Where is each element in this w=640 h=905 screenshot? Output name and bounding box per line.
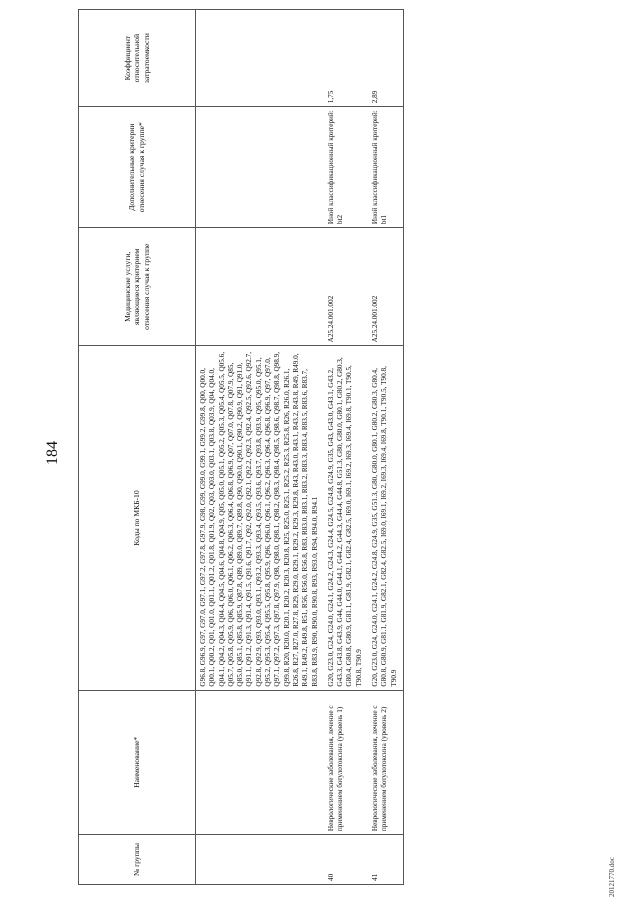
table-header-row (79, 10, 196, 885)
header-coefficient: Коэффициент относительной затратоемкости (79, 10, 196, 107)
cell-services: A25.24.001.002 (324, 228, 368, 346)
cell-group-no (196, 835, 324, 885)
cell-group-no: 40 (324, 835, 368, 885)
tariff-table (78, 9, 404, 885)
cell-icd-codes: G20, G23.0, G24, G24.0, G24.1, G24.2, G24.3, G24.4, G24.5, G24.8, G24.9, G35, G43, G43.0, G43.1, G43.2, G43.3, G43.8, G43.9, G44, G44.0, G44.1, G44.2, G44.3, G44.4, G44.8, G51.3, G80, G80.0, G80.1, G80.2, G80.3, G80.4, G80.8, G80.9, G81.1, G81.9, G82.1, G82.4, G82.5, I69.0, I69.1, I69.2, I69.3, I69.4, I69.8, T90.1, T90.5, T90.8, T90.9 (324, 346, 368, 690)
cell-services (196, 228, 324, 346)
page-number: 184 (44, 441, 61, 465)
cell-icd-codes: G20, G23.0, G24, G24.0, G24.1, G24.2, G24.8, G24.9, G35, G51.3, G80, G80.0, G80.1, G80.2, G80.3, G80.4, G80.8, G80.9, G81.1, G81.9, G82.1, G82.4, G82.5, I69.0, I69.1, I69.2, I69.3, I69.4, I69.8, T90.1, T90.5, T90.8, T90.9 (368, 346, 403, 690)
cell-coefficient (196, 10, 324, 107)
table-row (324, 10, 368, 885)
header-icd-codes: Коды по МКБ-10 (79, 346, 196, 690)
cell-coefficient: 1,75 (324, 10, 368, 107)
cell-criteria (196, 107, 324, 228)
cell-icd-codes: G96.8, G96.9, G97, G97.0, G97.1, G97.2, G97.8, G97.9, G98, G99, G99.0, G99.1, G99.2, G99.8, Q00, Q00.0, Q00.1, Q00.2, Q01, Q01.0, Q01.1, Q01.2, Q01.8, Q01.9, Q02, Q03, Q03.0, Q03.1, Q03.8, Q03.9, Q04, Q04.0, Q04.1, Q04.2, Q04.3, Q04.4, Q04.5, Q04.6, Q04.8, Q04.9, Q05, Q05.0, Q05.1, Q05.2, Q05.3, Q05.4, Q05.5, Q05.6, Q05.7, Q05.8, Q05.9, Q06, Q06.0, Q06.1, Q06.2, Q06.3, Q06.4, Q06.8, Q06.9, Q07, Q07.0, Q07.8, Q07.9, Q85, Q85.0, Q85.1, Q85.8, Q85.9, Q87.8, Q89, Q89.0, Q89.7, Q89.8, Q90, Q90.0, Q90.1, Q90.2, Q90.9, Q91, Q91.0, Q91.1, Q91.2, Q91.3, Q91.4, Q91.5, Q91.6, Q91.7, Q92, Q92.0, Q92.1, Q92.2, Q92.3, Q92.4, Q92.5, Q92.6, Q92.7, Q92.8, Q92.9, Q93, Q93.0, Q93.1, Q93.2, Q93.3, Q93.4, Q93.5, Q93.6, Q93.7, Q93.8, Q93.9, Q95, Q95.0, Q95.1, Q95.2, Q95.3, Q95.4, Q95.5, Q95.8, Q95.9, Q96, Q96.0, Q96.1, Q96.2, Q96.3, Q96.4, Q96.8, Q96.9, Q97, Q97.0, Q97.1, Q97.2, Q97.3, Q97.8, Q97.9, Q98, Q98.0, Q98.1, Q98.2, Q98.3, Q98.4, Q98.5, Q98.6, Q98.7, Q98.8, Q98.9, Q99.8, R20, R20.0, R20.1, R20.2, R20.3, R20.8, R25, R25.0, R25.1, R25.2, R25.3, R25.8, R26, R26.0, R26.1, R26.8, R27, R27.0, R27.8, R29, R29.0, R29.1, R29.2, R29.3, R29.8, R43, R43.0, R43.1, R43.2, R43.8, R49, R49.0, R49.1, R49.2, R49.8, R51, R56, R56.0, R56.8, R83, R83.0, R83.1, R83.2, R83.3, R83.4, R83.5, R83.6, R83.7, R83.8, R83.9, R90, R90.0, R90.8, R93, R93.0, R94, R94.0, R94.1 (196, 346, 324, 690)
table-row (368, 10, 403, 885)
cell-name: Неврологические заболевания, лечение с применением ботулотоксина (уровень 1) (324, 690, 368, 835)
table-row (196, 10, 324, 885)
cell-criteria: Иной классификационный критерий: bt2 (324, 107, 368, 228)
header-criteria: Дополнительные критерии отнесения случая к группе* (79, 107, 196, 228)
cell-coefficient: 2,89 (368, 10, 403, 107)
header-name: Наименование* (79, 690, 196, 835)
cell-services: A25.24.001.002 (368, 228, 403, 346)
cell-name: Неврологические заболевания, лечение с применением ботулотоксина (уровень 2) (368, 690, 403, 835)
header-services: Медицинские услуги, являющиеся критерием отнесения случая к группе (79, 228, 196, 346)
cell-criteria: Иной классификационный критерий: bt1 (368, 107, 403, 228)
cell-group-no: 41 (368, 835, 403, 885)
footer-filename: 20121770.doc (608, 857, 616, 897)
header-group-no: № группы (79, 835, 196, 885)
cell-name (196, 690, 324, 835)
